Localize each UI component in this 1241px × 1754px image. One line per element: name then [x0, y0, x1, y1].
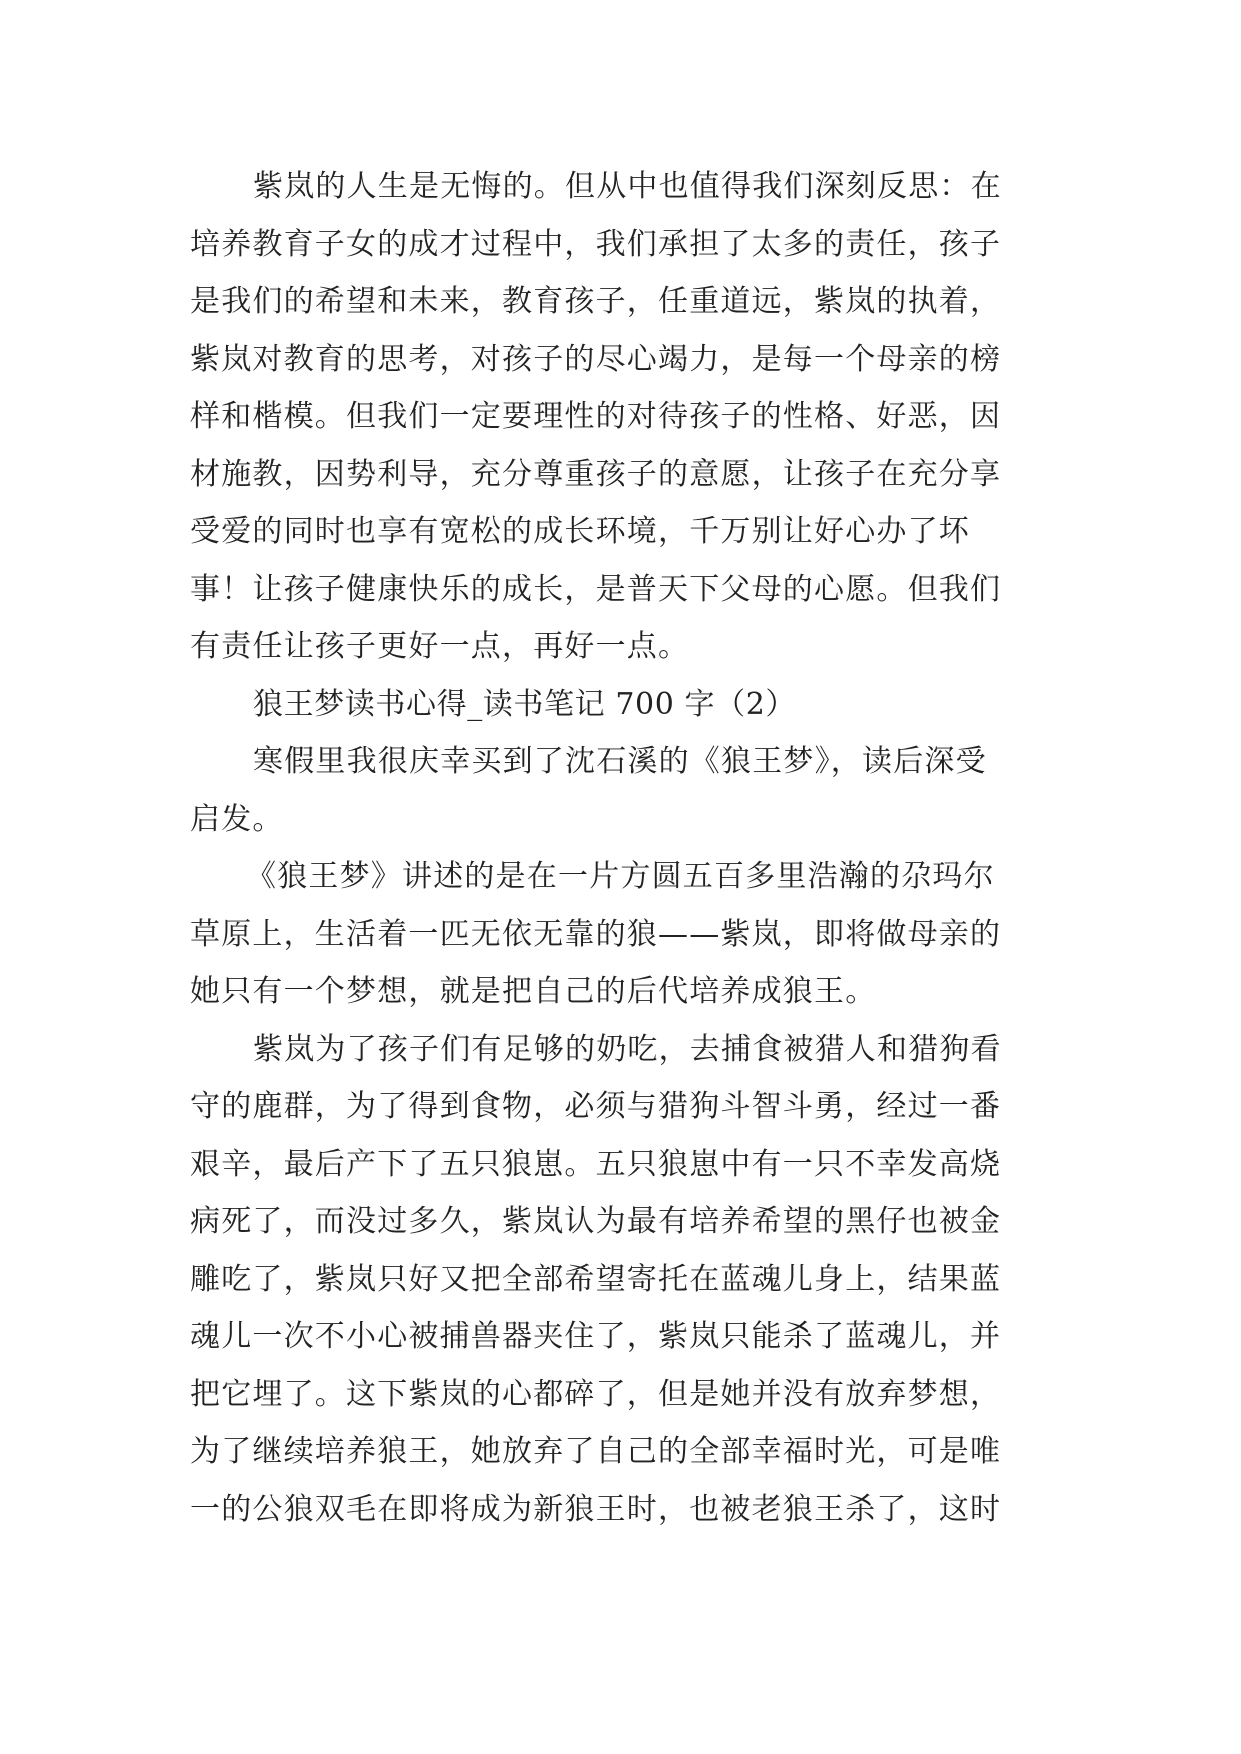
paragraph-line: 守的鹿群，为了得到食物，必须与猎狗斗智斗勇，经过一番: [190, 1089, 1002, 1124]
paragraph-line: 一的公狼双毛在即将成为新狼王时，也被老狼王杀了，这时: [190, 1491, 1002, 1527]
paragraph-line: 材施教，因势利导，充分尊重孩子的意愿，让孩子在充分享: [190, 456, 1002, 492]
paragraph-line: 艰辛，最后产下了五只狼崽。五只狼崽中有一只不幸发高烧: [190, 1146, 1002, 1182]
paragraph-line: 寒假里我很庆幸买到了沈石溪的《狼王梦》，读后深受: [253, 744, 987, 779]
paragraph-line: 草原上，生活着一匹无依无靠的狼——紫岚，即将做母亲的: [190, 916, 1002, 952]
paragraph-line: 启发。: [190, 801, 284, 837]
paragraph-line: 紫岚对教育的思考，对孩子的尽心竭力，是每一个母亲的榜: [190, 341, 1002, 377]
paragraph-line: 紫岚的人生是无悔的。但从中也值得我们深刻反思：在: [253, 169, 1002, 204]
paragraph-line: 病死了，而没过多久，紫岚认为最有培养希望的黑仔也被金: [190, 1204, 1002, 1239]
paragraph-line: 培养教育子女的成才过程中，我们承担了太多的责任，孩子: [190, 226, 1002, 262]
paragraph-line: 紫岚为了孩子们有足够的奶吃，去捕食被猎人和猎狗看: [253, 1031, 1002, 1067]
paragraph-line: 雕吃了，紫岚只好又把全部希望寄托在蓝魂儿身上，结果蓝: [190, 1261, 1002, 1297]
paragraph-line: 有责任让孩子更好一点，再好一点。: [190, 629, 690, 664]
paragraph-line: 魂儿一次不小心被捕兽器夹住了，紫岚只能杀了蓝魂儿，并: [190, 1319, 1002, 1354]
paragraph-line: 事！让孩子健康快乐的成长，是普天下父母的心愿。但我们: [190, 571, 1002, 607]
paragraph-line: 样和楷模。但我们一定要理性的对待孩子的性格、好恶，因: [190, 399, 1002, 434]
paragraph-line: 为了继续培养狼王，她放弃了自己的全部幸福时光，可是唯: [190, 1434, 1002, 1469]
paragraph-line: 受爱的同时也享有宽松的成长环境，千万别让好心办了坏: [190, 514, 970, 549]
paragraph-line: 把它埋了。这下紫岚的心都碎了，但是她并没有放弃梦想，: [190, 1376, 1002, 1412]
section-heading: 狼王梦读书心得_读书笔记 700 字（2）: [253, 686, 797, 722]
paragraph-line: 《狼王梦》讲述的是在一片方圆五百多里浩瀚的尕玛尔: [246, 859, 995, 894]
paragraph-line: 她只有一个梦想，就是把自己的后代培养成狼王。: [190, 974, 877, 1009]
document-body: [190, 158, 1070, 1538]
paragraph-line: 是我们的希望和未来，教育孩子，任重道远，紫岚的执着，: [190, 284, 1002, 319]
